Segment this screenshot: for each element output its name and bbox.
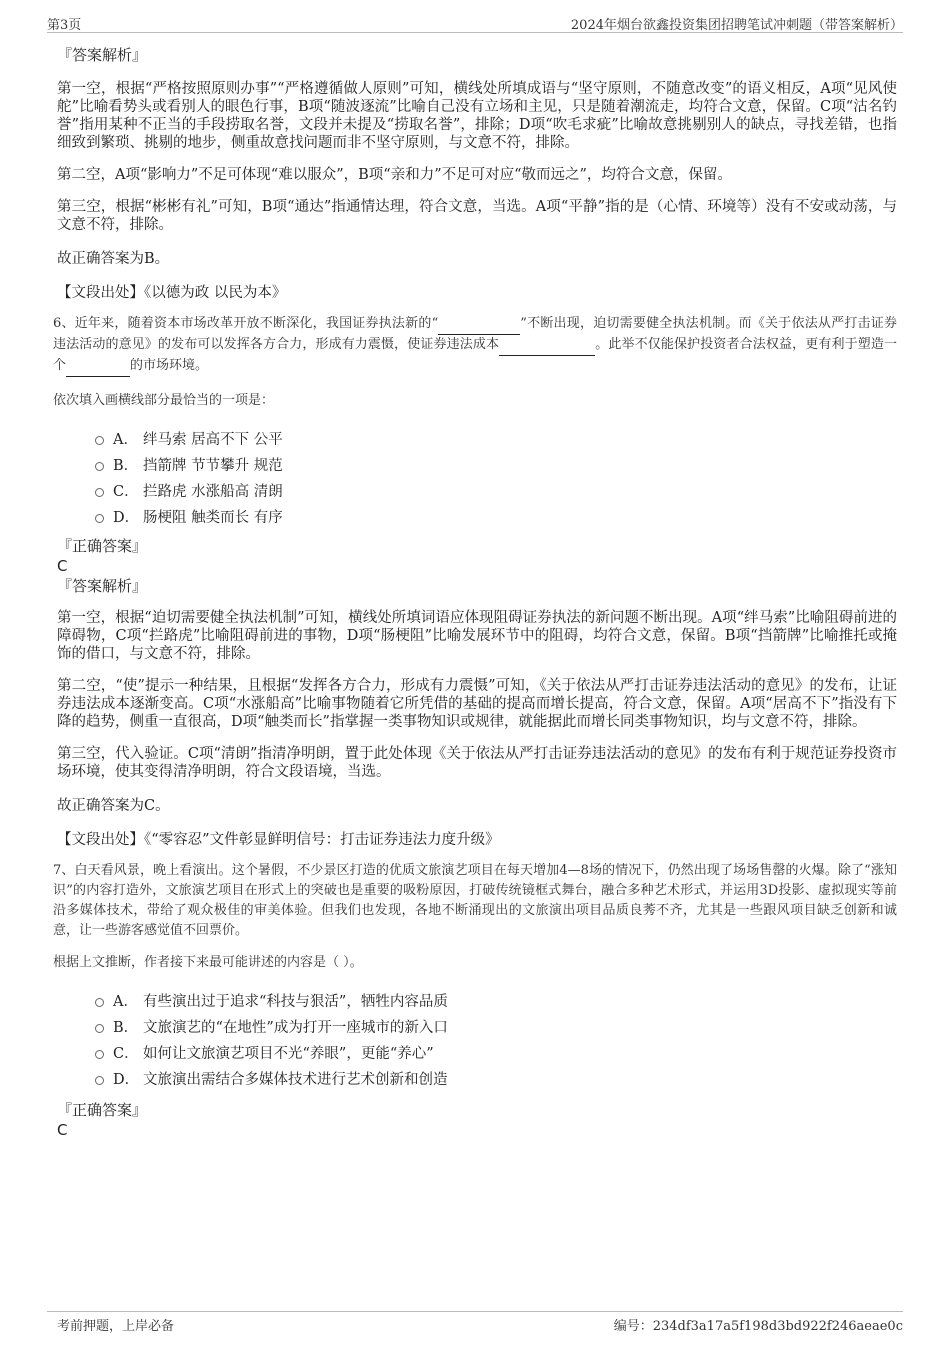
- q7-prompt: 根据上文推断，作者接下来最可能讲述的内容是（ ）。: [53, 955, 363, 970]
- q7-correct-title: 『正确答案』: [57, 1101, 148, 1119]
- q6-prompt: 依次填入画横线部分最恰当的一项是：: [53, 393, 275, 408]
- q6-analysis-p2: 第二空，“使”提示一种结果，且根据“发挥各方合力，形成有力震慑”可知，《关于依法从严打击证券违法活动的意见》的发布，让证券违法成本逐渐变高。C项“水涨船高”比喻事物随着它所凭借的基础的提高而增长提高，符合文意，保留。A项“居高不下”指没有下降的趋势，侧重一直很高，D项“触类而长”指掌握一类事物知识或规律，就能据此而增长同类事物知识，均与文意不符，排除。: [57, 678, 897, 730]
- q5-analysis-title: 『答案解析』: [57, 46, 148, 64]
- radio-icon[interactable]: [95, 1076, 104, 1085]
- main-content: [53, 44, 897, 1139]
- q6-analysis-p3: 第三空，代入验证。C项“清朗”指清净明朗，置于此处体现《关于依法从严打击证券违法活动的意见》的发布有利于规范证券投资市场环境，使其变得清净明朗，符合文段语境，当选。: [57, 746, 897, 780]
- document-id: 编号：234df3a17a5f198d3bd922f246aeae0c: [613, 1319, 903, 1334]
- q6-option-b[interactable]: B． 挡箭牌 节节攀升 规范: [95, 453, 897, 479]
- q6-blank-2: [499, 335, 595, 356]
- document-title: 2024年烟台欲鑫投资集团招聘笔试冲刺题（带答案解析）: [570, 18, 903, 33]
- radio-icon[interactable]: [95, 1050, 104, 1059]
- radio-icon[interactable]: [95, 436, 104, 445]
- q5-conclusion: 故正确答案为B。: [57, 251, 170, 267]
- radio-icon[interactable]: [95, 998, 104, 1007]
- q6-option-c[interactable]: C． 拦路虎 水涨船高 清朗: [95, 479, 897, 505]
- q6-option-a[interactable]: A． 绊马索 居高不下 公平: [95, 427, 897, 453]
- q6-analysis-title: 『答案解析』: [57, 577, 148, 595]
- q6-source: 【文段出处】《“零容忍”文件彰显鲜明信号：打击证券违法力度升级》: [57, 832, 500, 848]
- page-footer: [47, 1311, 903, 1334]
- radio-icon[interactable]: [95, 1024, 104, 1033]
- q7-option-d[interactable]: D． 文旅演出需结合多媒体技术进行艺术创新和创造: [95, 1067, 897, 1093]
- radio-icon[interactable]: [95, 488, 104, 497]
- q6-options: [95, 427, 897, 531]
- q5-analysis-p1: 第一空，根据“严格按照原则办事”“严格遵循做人原则”可知，横线处所填成语与“坚守原则，不随意改变”的语义相反，A项“见风使舵”比喻看势头或看别人的眼色行事，B项“随波逐流”比喻自己没有立场和主见，只是随着潮流走，均符合文意，保留。C项“沽名钓誉”指用某种不正当的手段捞取名誉，文段并未提及“捞取名誉”，排除；D项“吹毛求疵”比喻故意挑剔别人的缺点，寻找差错，也指细致到繁琐、挑剔的地步，侧重故意找问题而非不坚守原则，与文意不符，排除。: [57, 81, 897, 151]
- q6-analysis-p1: 第一空，根据“迫切需要健全执法机制”可知，横线处所填词语应体现阻碍证券执法的新问题不断出现。A项“绊马索”比喻阻碍前进的障碍物，C项“拦路虎”比喻阻碍前进的事物，D项“肠梗阻”比喻发展环节中的阻碍，均符合文意，保留。B项“挡箭牌”比喻推托或掩饰的借口，与文意不符，排除。: [57, 610, 897, 662]
- q7-option-b[interactable]: B． 文旅演艺的“在地性”成为打开一座城市的新入口: [95, 1015, 897, 1041]
- q6-correct-title: 『正确答案』: [57, 537, 148, 555]
- q7-stem: 7、白天看风景，晚上看演出。这个暑假，不少景区打造的优质文旅演艺项目在每天增加4—8场的情况下，仍然出现了场场售罄的火爆。除了“涨知识”的内容打造外，文旅演艺项目在形式上的突破也是重要的吸粉原因，打破传统镜框式舞台，融合多种艺术形式，并运用3D投影、虚拟现实等前沿多媒体技术，带给了观众极佳的审美体验。但我们也发现，各地不断涌现出的文旅演出项目品质良莠不齐，尤其是一些跟风项目缺乏创新和诚意，让一些游客感觉值不回票价。: [53, 863, 897, 938]
- footer-slogan: 考前押题，上岸必备: [57, 1319, 175, 1334]
- radio-icon[interactable]: [95, 462, 104, 471]
- q7-option-c[interactable]: C． 如何让文旅演艺项目不光“养眼”，更能“养心”: [95, 1041, 897, 1067]
- q6-option-d[interactable]: D． 肠梗阻 触类而长 有序: [95, 505, 897, 531]
- q5-analysis-p3: 第三空，根据“彬彬有礼”可知，B项“通达”指通情达理，符合文意，当选。A项“平静”指的是（心情、环境等）没有不安或动荡，与文意不符，排除。: [57, 199, 897, 233]
- radio-icon[interactable]: [95, 514, 104, 523]
- q6-blank-1: [438, 314, 520, 335]
- q7-options: [95, 989, 897, 1093]
- page-number: 第3页: [47, 18, 82, 33]
- q6-blank-3: [66, 356, 130, 377]
- q7-correct-answer: C: [57, 1121, 68, 1139]
- q7-option-a[interactable]: A． 有些演出过于追求“科技与狠活”，牺牲内容品质: [95, 989, 897, 1015]
- page-header: [47, 12, 903, 33]
- q6-conclusion: 故正确答案为C。: [57, 798, 170, 814]
- q5-source: 【文段出处】《以德为政 以民为本》: [57, 285, 287, 301]
- q6-stem: 6、近年来，随着资本市场改革开放不断深化，我国证券执法新的“ ”不断出现，迫切需要健全执法机制。而《关于依法从严打击证券违法活动的意见》的发布可以发挥各方合力，形成有力震慑，使证券违法成本 。此举不仅能保护投资者合法权益，更有利于塑造一个 的市场环境。: [53, 314, 897, 377]
- q5-analysis-p2: 第二空，A项“影响力”不足可体现“难以服众”，B项“亲和力”不足可对应“敬而远之”，均符合文意，保留。: [57, 167, 732, 183]
- q6-correct-answer: C: [57, 557, 68, 575]
